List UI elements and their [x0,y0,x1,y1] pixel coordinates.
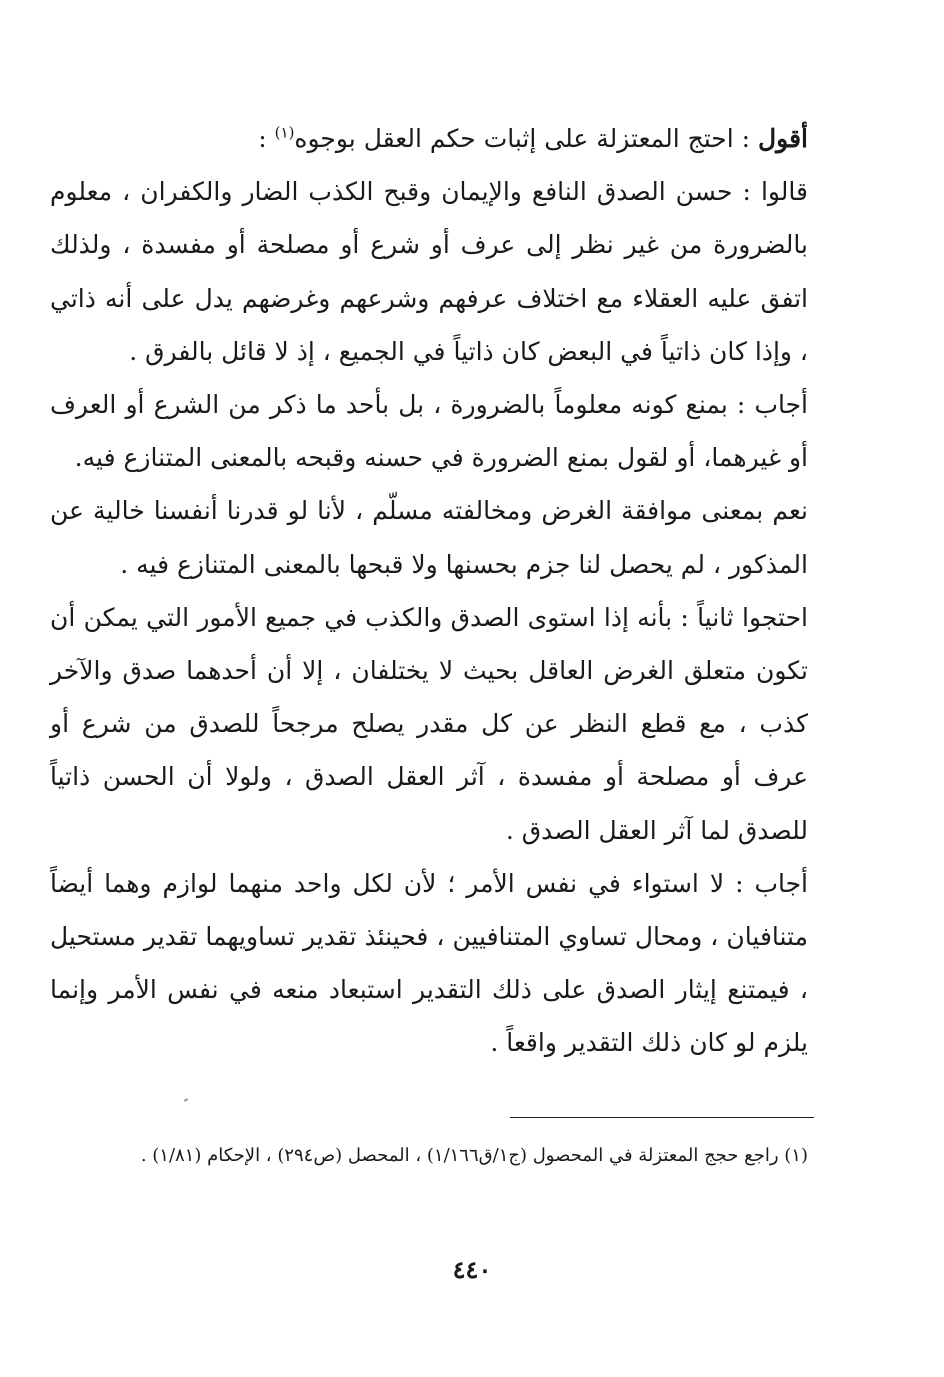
paragraph-1-tail: : [258,124,275,153]
footnote: (١) راجع حجج المعتزلة في المحصول (ج١/ق١/١٦٦) ، المحصل (ص٢٩٤) ، الإحكام (١/٨١) . [140,1145,808,1166]
paragraph-3: أجاب : بمنع كونه معلوماً بالضرورة ، بل بأحد ما ذكر من الشرع أو العرف أو غيرهما، أو لقول بمنع الضرورة في حسنه وقبحه بالمعنى المتنازع فيه. [50,390,808,473]
footnote-separator [510,1117,814,1118]
paragraph-2: قالوا : حسن الصدق النافع والإيمان وقبح الكذب الضار والكفران ، معلوم بالضرورة من غير نظر إلى عرف أو شرع أو مصلحة أو مفسدة ، ولذلك اتفق عليه العقلاء مع اختلاف عرفهم وشرعهم وغرضهم يدل على أنه ذاتي ، وإذا كان ذاتياً في البعض كان ذاتياً في الجميع ، إذ لا قائل بالفرق . [50,177,808,366]
paragraph-lead-word: أقول [758,124,808,153]
paragraph-5: احتجوا ثانياً : بأنه إذا استوى الصدق والكذب في جميع الأمور التي يمكن أن تكون متعلق الغرض العاقل بحيث لا يختلفان ، إلا أن أحدهما صدق والآخر كذب ، مع قطع النظر عن كل مقدر يصلح مرجحاً للصدق من شرع أو عرف أو مصلحة أو مفسدة ، آثر العقل الصدق ، ولولا أن الحسن ذاتياً للصدق لما آثر العقل الصدق . [50,602,808,845]
paragraph-6: أجاب : لا استواء في نفس الأمر ؛ لأن لكل واحد منهما لوازم وهما أيضاً متنافيان ، ومحال تساوي المتنافيين ، فحينئذ تقدير تساويهما تقدير مستحيل ، فيمتنع إيثار الصدق على ذلك التقدير استبعاد منعه في نفس الأمر وإنما يلزم لو كان ذلك التقدير واقعاً . [50,868,808,1058]
scan-speck [184,1098,188,1102]
paragraph-1 [50,112,808,165]
paragraph-4: نعم بمعنى موافقة الغرض ومخالفته مسلّم ، لأنا لو قدرنا أنفسنا خالية عن المذكور ، لم يحصل لنا جزم بحسنها ولا قبحها بالمعنى المتنازع فيه . [50,496,808,579]
footnote-reference[interactable]: (١) [274,123,295,142]
paragraph-1-text: : احتج المعتزلة على إثبات حكم العقل بوجوه [294,124,751,153]
page-number: ٤٤٠ [452,1255,492,1284]
main-text [50,112,808,1070]
